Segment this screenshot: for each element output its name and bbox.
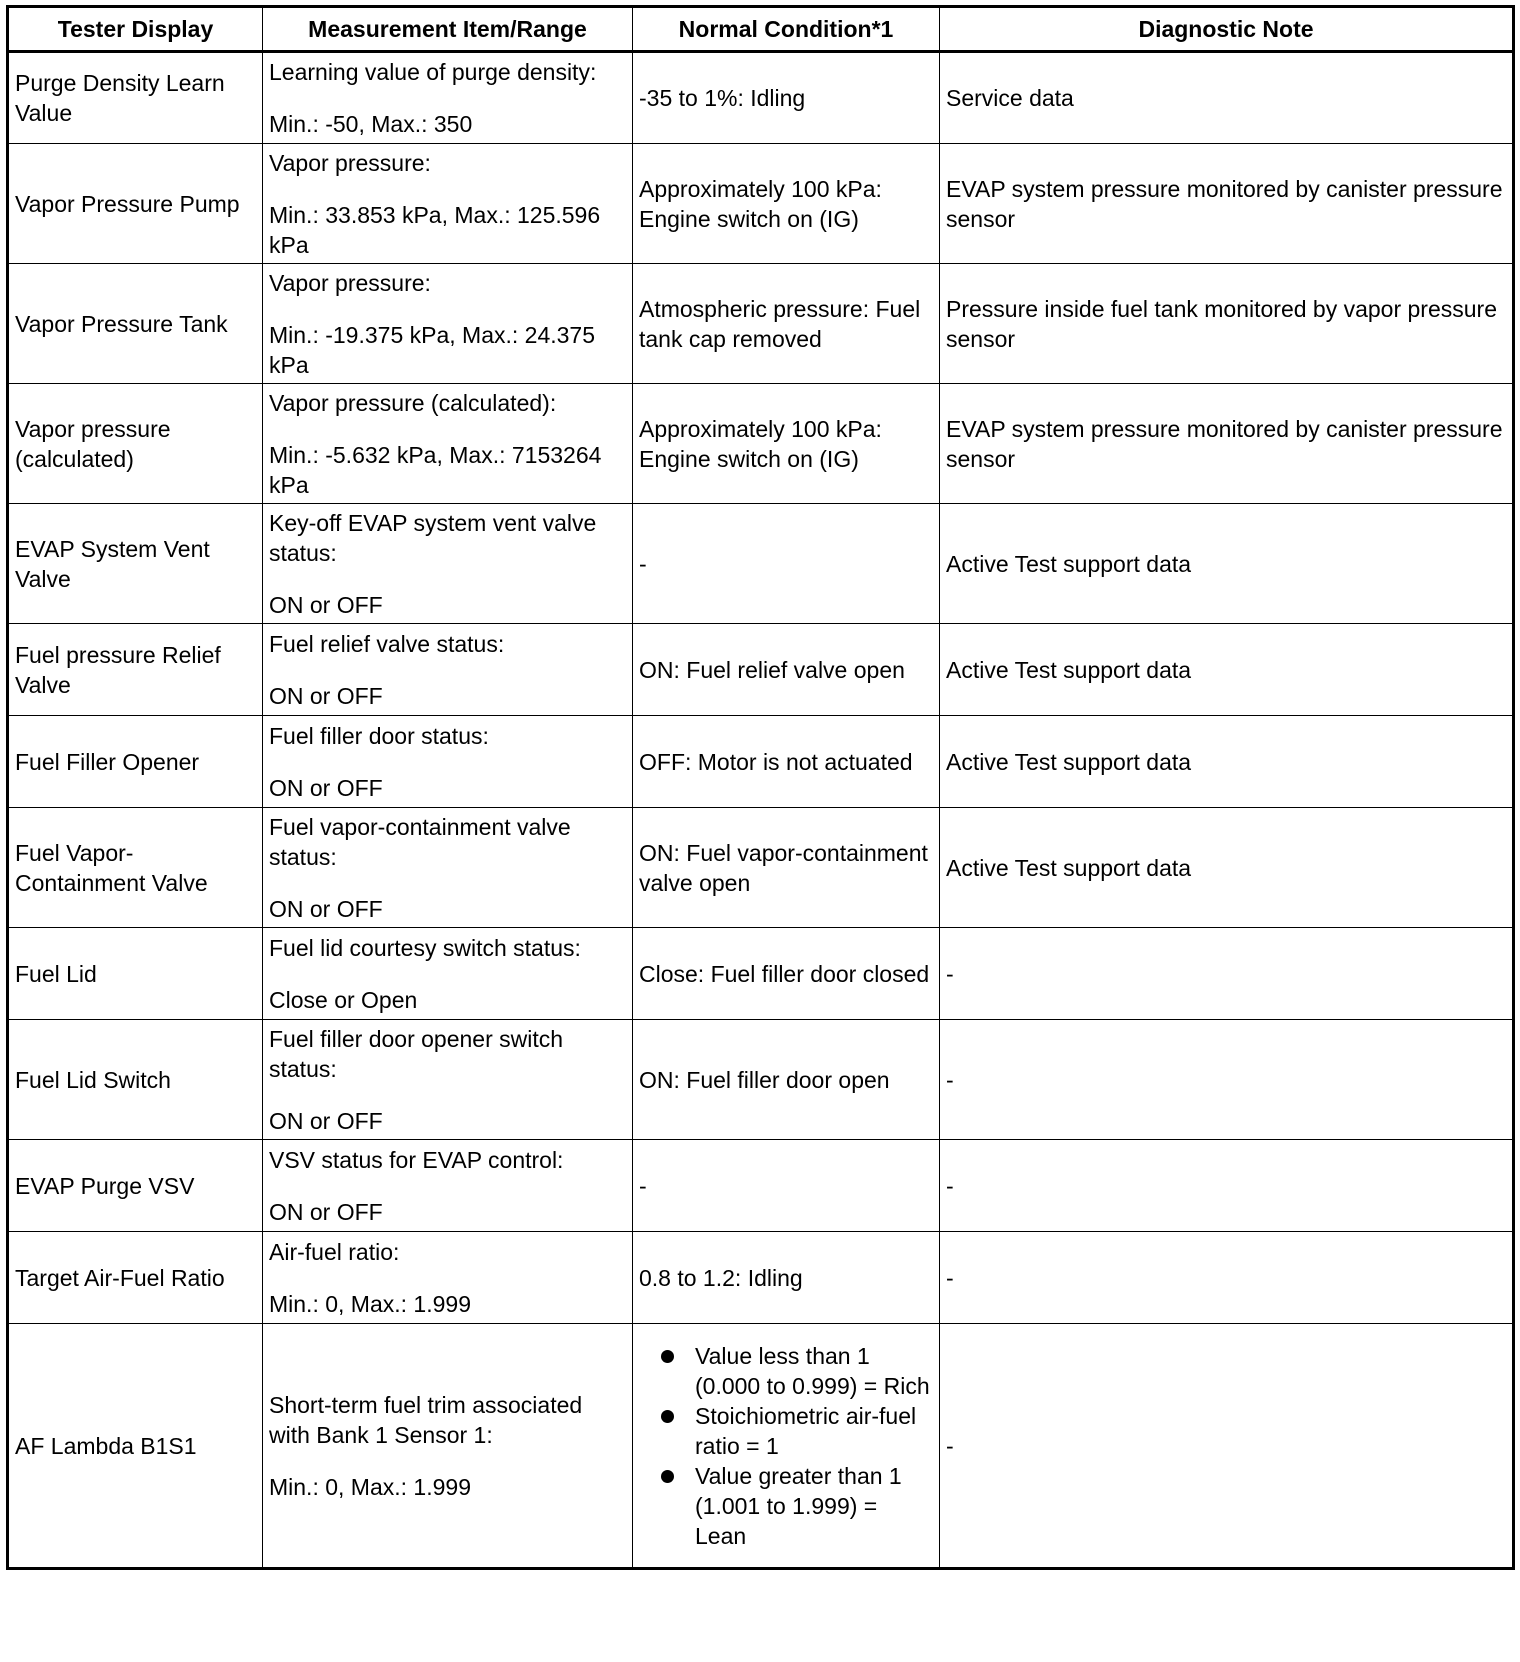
tester-display-cell: AF Lambda B1S1 — [8, 1324, 263, 1569]
measurement-item: Vapor pressure (calculated): — [269, 389, 557, 416]
diagnostic-note-cell: Active Test support data — [940, 504, 1514, 624]
table-row — [8, 264, 1514, 384]
measurement-cell — [263, 1232, 633, 1324]
normal-condition-cell: OFF: Motor is not actuated — [633, 716, 940, 808]
table-row — [8, 504, 1514, 624]
normal-condition-cell: ON: Fuel relief valve open — [633, 624, 940, 716]
tester-display-cell: Vapor Pressure Tank — [8, 264, 263, 384]
table-row — [8, 716, 1514, 808]
normal-condition-cell: - — [633, 504, 940, 624]
normal-condition-cell: Approximately 100 kPa: Engine switch on (IG) — [633, 144, 940, 264]
diagnostic-note-cell: Active Test support data — [940, 624, 1514, 716]
table-row — [8, 1324, 1514, 1569]
tester-display-cell: Target Air-Fuel Ratio — [8, 1232, 263, 1324]
measurement-cell — [263, 1020, 633, 1140]
normal-condition-cell: Close: Fuel filler door closed — [633, 928, 940, 1020]
data-table — [6, 5, 1515, 1570]
measurement-range: Min.: 0, Max.: 1.999 — [269, 1290, 471, 1317]
measurement-item: Short-term fuel trim associated with Bank 1 Sensor 1: — [269, 1391, 583, 1448]
diagnostic-note-cell: - — [940, 1140, 1514, 1232]
diagnostic-note-cell: - — [940, 1232, 1514, 1324]
table-row — [8, 624, 1514, 716]
bullet-item — [653, 1461, 933, 1551]
header-diagnostic-note: Diagnostic Note — [940, 7, 1514, 52]
measurement-range: ON or OFF — [269, 774, 383, 801]
table-row — [8, 808, 1514, 928]
measurement-range: Min.: -19.375 kPa, Max.: 24.375 kPa — [269, 321, 596, 378]
measurement-range: ON or OFF — [269, 1198, 383, 1225]
measurement-range: Min.: -5.632 kPa, Max.: 7153264 kPa — [269, 441, 602, 498]
normal-condition-cell: - — [633, 1140, 940, 1232]
measurement-item: Fuel lid courtesy switch status: — [269, 934, 581, 961]
measurement-cell — [263, 928, 633, 1020]
table-row — [8, 928, 1514, 1020]
bullet-item — [653, 1401, 933, 1461]
diagnostic-note-cell: - — [940, 1324, 1514, 1569]
header-row — [8, 7, 1514, 52]
measurement-range: Close or Open — [269, 986, 418, 1013]
normal-condition-bullet-list — [639, 1341, 933, 1551]
tester-display-cell: Fuel Lid — [8, 928, 263, 1020]
tester-display-cell: Fuel Lid Switch — [8, 1020, 263, 1140]
header-normal-condition: Normal Condition*1 — [633, 7, 940, 52]
normal-condition-cell: -35 to 1%: Idling — [633, 52, 940, 144]
header-tester-display: Tester Display — [8, 7, 263, 52]
table-row — [8, 1140, 1514, 1232]
tester-display-cell: Vapor pressure (calculated) — [8, 384, 263, 504]
measurement-cell — [263, 504, 633, 624]
bullet-text: Value greater than 1 (1.001 to 1.999) = Lean — [695, 1462, 902, 1549]
measurement-cell — [263, 52, 633, 144]
tester-display-cell: Fuel pressure Relief Valve — [8, 624, 263, 716]
diagnostic-note-cell: EVAP system pressure monitored by canister pressure sensor — [940, 384, 1514, 504]
measurement-item: Fuel filler door opener switch status: — [269, 1025, 564, 1082]
measurement-cell — [263, 1140, 633, 1232]
measurement-cell — [263, 624, 633, 716]
normal-condition-cell: 0.8 to 1.2: Idling — [633, 1232, 940, 1324]
normal-condition-cell: Atmospheric pressure: Fuel tank cap removed — [633, 264, 940, 384]
bullet-dot-icon — [661, 1410, 674, 1423]
measurement-range: Min.: 0, Max.: 1.999 — [269, 1473, 471, 1500]
tester-display-cell: Fuel Vapor-Containment Valve — [8, 808, 263, 928]
diagnostic-note-cell: - — [940, 1020, 1514, 1140]
tester-display-cell: Fuel Filler Opener — [8, 716, 263, 808]
table-row — [8, 1232, 1514, 1324]
tester-display-cell: Vapor Pressure Pump — [8, 144, 263, 264]
measurement-item: Learning value of purge density: — [269, 59, 597, 85]
measurement-item: Vapor pressure: — [269, 149, 431, 176]
diagnostic-note-cell: Active Test support data — [940, 716, 1514, 808]
table-row — [8, 384, 1514, 504]
table-row — [8, 52, 1514, 144]
tester-display-cell: EVAP System Vent Valve — [8, 504, 263, 624]
diagnostic-note-cell: EVAP system pressure monitored by canister pressure sensor — [940, 144, 1514, 264]
measurement-item: Fuel relief valve status: — [269, 630, 505, 657]
measurement-range: ON or OFF — [269, 591, 383, 618]
tester-display-cell: EVAP Purge VSV — [8, 1140, 263, 1232]
measurement-range: ON or OFF — [269, 895, 383, 922]
measurement-range: ON or OFF — [269, 1107, 383, 1134]
bullet-text: Value less than 1 (0.000 to 0.999) = Rich — [695, 1342, 930, 1399]
measurement-cell — [263, 264, 633, 384]
measurement-range: Min.: 33.853 kPa, Max.: 125.596 kPa — [269, 201, 601, 258]
normal-condition-cell: ON: Fuel vapor-containment valve open — [633, 808, 940, 928]
measurement-item: Fuel vapor-containment valve status: — [269, 813, 571, 870]
measurement-range: Min.: -50, Max.: 350 — [269, 111, 473, 137]
measurement-item: Air-fuel ratio: — [269, 1238, 400, 1265]
normal-condition-cell: Approximately 100 kPa: Engine switch on (IG) — [633, 384, 940, 504]
normal-condition-cell — [633, 1324, 940, 1569]
measurement-cell — [263, 716, 633, 808]
bullet-text: Stoichiometric air-fuel ratio = 1 — [695, 1402, 917, 1459]
measurement-item: Vapor pressure: — [269, 269, 431, 296]
measurement-cell — [263, 384, 633, 504]
table-row — [8, 1020, 1514, 1140]
measurement-range: ON or OFF — [269, 682, 383, 709]
normal-condition-cell: ON: Fuel filler door open — [633, 1020, 940, 1140]
bullet-dot-icon — [661, 1470, 674, 1483]
measurement-item: Key-off EVAP system vent valve status: — [269, 509, 597, 566]
tester-display-cell: Purge Density Learn Value — [8, 52, 263, 144]
measurement-item: VSV status for EVAP control: — [269, 1146, 564, 1173]
diagnostic-note-cell: - — [940, 928, 1514, 1020]
table-row — [8, 144, 1514, 264]
measurement-cell — [263, 808, 633, 928]
measurement-item: Fuel filler door status: — [269, 722, 489, 749]
bullet-dot-icon — [661, 1350, 674, 1363]
diagnostic-note-cell: Pressure inside fuel tank monitored by vapor pressure sensor — [940, 264, 1514, 384]
bullet-item — [653, 1341, 933, 1401]
measurement-cell — [263, 1324, 633, 1569]
measurement-cell — [263, 144, 633, 264]
header-measurement-item: Measurement Item/Range — [263, 7, 633, 52]
diagnostic-note-cell: Service data — [940, 52, 1514, 144]
diagnostic-note-cell: Active Test support data — [940, 808, 1514, 928]
